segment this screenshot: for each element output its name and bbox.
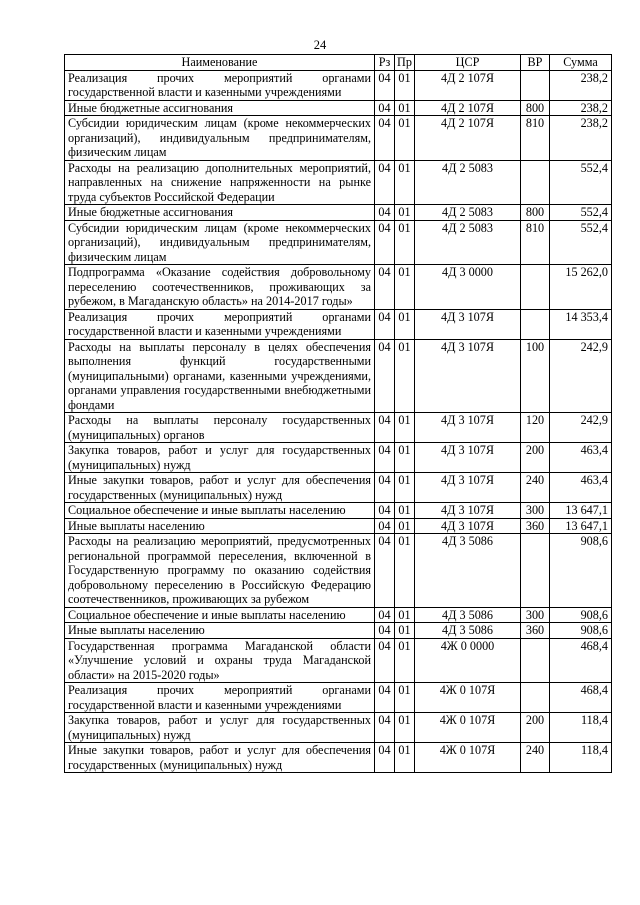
table-row [65,220,612,265]
cell-csr: 4Д 2 5083 [415,205,521,221]
cell-name: Иные закупки товаров, работ и услуг для обеспечения государственных (муниципальных) нужд [65,473,375,503]
cell-rz: 04 [375,265,395,310]
cell-name: Иные бюджетные ассигнования [65,205,375,221]
table-row [65,534,612,608]
cell-vr: 200 [521,713,550,743]
header-csr: ЦСР [415,55,521,71]
cell-name: Реализация прочих мероприятий органами государственной власти и казенными учреждениями [65,70,375,100]
cell-rz: 04 [375,100,395,116]
cell-name: Иные выплаты населению [65,623,375,639]
cell-rz: 04 [375,518,395,534]
cell-pr: 01 [395,473,415,503]
cell-name: Иные бюджетные ассигнования [65,100,375,116]
cell-vr: 240 [521,743,550,773]
cell-sum: 13 647,1 [550,518,612,534]
cell-vr: 360 [521,623,550,639]
cell-csr: 4Д 3 107Я [415,443,521,473]
cell-pr: 01 [395,339,415,413]
cell-vr: 200 [521,443,550,473]
cell-sum: 15 262,0 [550,265,612,310]
cell-vr: 360 [521,518,550,534]
cell-name: Расходы на выплаты персоналу государственных (муниципальных) органов [65,413,375,443]
cell-vr: 240 [521,473,550,503]
table-row [65,503,612,519]
cell-name: Субсидии юридическим лицам (кроме некоммерческих организаций), индивидуальным предпринимателям, физическим лицам [65,220,375,265]
table-row [65,100,612,116]
table-row [65,205,612,221]
cell-pr: 01 [395,743,415,773]
cell-csr: 4Ж 0 0000 [415,638,521,683]
cell-pr: 01 [395,116,415,161]
cell-rz: 04 [375,443,395,473]
table-row [65,607,612,623]
cell-csr: 4Д 2 5083 [415,220,521,265]
cell-name: Социальное обеспечение и иные выплаты населению [65,503,375,519]
table-row [65,623,612,639]
table-row [65,265,612,310]
cell-vr: 100 [521,339,550,413]
cell-pr: 01 [395,623,415,639]
cell-sum: 908,6 [550,607,612,623]
cell-pr: 01 [395,220,415,265]
table-row [65,638,612,683]
cell-rz: 04 [375,683,395,713]
header-vr: ВР [521,55,550,71]
cell-csr: 4Д 2 107Я [415,116,521,161]
cell-vr [521,683,550,713]
cell-vr: 810 [521,220,550,265]
header-sum: Сумма [550,55,612,71]
cell-sum: 14 353,4 [550,309,612,339]
table-row [65,683,612,713]
cell-csr: 4Ж 0 107Я [415,713,521,743]
cell-rz: 04 [375,473,395,503]
cell-pr: 01 [395,683,415,713]
cell-name: Социальное обеспечение и иные выплаты населению [65,607,375,623]
table-row [65,116,612,161]
cell-sum: 468,4 [550,683,612,713]
page-number: 24 [313,38,327,52]
header-rz: Рз [375,55,395,71]
cell-rz: 04 [375,220,395,265]
cell-sum: 463,4 [550,443,612,473]
cell-pr: 01 [395,413,415,443]
cell-csr: 4Д 2 107Я [415,100,521,116]
cell-vr: 300 [521,503,550,519]
cell-rz: 04 [375,339,395,413]
cell-sum: 238,2 [550,70,612,100]
cell-csr: 4Д 2 5083 [415,160,521,205]
cell-sum: 468,4 [550,638,612,683]
cell-csr: 4Д 3 107Я [415,339,521,413]
cell-rz: 04 [375,503,395,519]
budget-table [64,54,612,773]
table-row [65,743,612,773]
cell-vr [521,638,550,683]
table-body [65,70,612,773]
header-name: Наименование [65,55,375,71]
table-row [65,70,612,100]
cell-pr: 01 [395,160,415,205]
cell-pr: 01 [395,607,415,623]
cell-pr: 01 [395,518,415,534]
cell-vr: 810 [521,116,550,161]
cell-sum: 242,9 [550,339,612,413]
cell-vr [521,309,550,339]
cell-vr [521,265,550,310]
cell-vr [521,70,550,100]
cell-sum: 13 647,1 [550,503,612,519]
cell-rz: 04 [375,413,395,443]
cell-csr: 4Ж 0 107Я [415,683,521,713]
cell-sum: 118,4 [550,743,612,773]
cell-sum: 908,6 [550,623,612,639]
cell-csr: 4Ж 0 107Я [415,743,521,773]
cell-sum: 552,4 [550,160,612,205]
cell-rz: 04 [375,743,395,773]
cell-pr: 01 [395,534,415,608]
cell-name: Государственная программа Магаданской области «Улучшение условий и охраны труда Магаданской области» на 2015-2020 годы» [65,638,375,683]
cell-pr: 01 [395,443,415,473]
cell-rz: 04 [375,623,395,639]
cell-sum: 552,4 [550,205,612,221]
cell-rz: 04 [375,205,395,221]
cell-rz: 04 [375,638,395,683]
cell-vr [521,160,550,205]
cell-rz: 04 [375,70,395,100]
cell-rz: 04 [375,309,395,339]
cell-name: Иные закупки товаров, работ и услуг для обеспечения государственных (муниципальных) нужд [65,743,375,773]
cell-csr: 4Д 3 107Я [415,503,521,519]
cell-name: Реализация прочих мероприятий органами государственной власти и казенными учреждениями [65,683,375,713]
table-row [65,160,612,205]
cell-vr [521,534,550,608]
cell-sum: 118,4 [550,713,612,743]
cell-pr: 01 [395,205,415,221]
cell-name: Закупка товаров, работ и услуг для государственных (муниципальных) нужд [65,713,375,743]
cell-sum: 463,4 [550,473,612,503]
cell-name: Субсидии юридическим лицам (кроме некоммерческих организаций), индивидуальным предпринимателям, физическим лицам [65,116,375,161]
cell-csr: 4Д 3 5086 [415,623,521,639]
cell-rz: 04 [375,116,395,161]
cell-pr: 01 [395,503,415,519]
cell-sum: 908,6 [550,534,612,608]
cell-csr: 4Д 2 107Я [415,70,521,100]
cell-name: Иные выплаты населению [65,518,375,534]
table-row [65,339,612,413]
cell-name: Закупка товаров, работ и услуг для государственных (муниципальных) нужд [65,443,375,473]
cell-csr: 4Д 3 5086 [415,607,521,623]
cell-csr: 4Д 3 107Я [415,413,521,443]
cell-pr: 01 [395,638,415,683]
table-row [65,518,612,534]
table-row [65,309,612,339]
cell-sum: 238,2 [550,100,612,116]
cell-pr: 01 [395,265,415,310]
table-row [65,473,612,503]
cell-pr: 01 [395,70,415,100]
cell-csr: 4Д 3 107Я [415,309,521,339]
cell-csr: 4Д 3 5086 [415,534,521,608]
cell-rz: 04 [375,534,395,608]
cell-sum: 238,2 [550,116,612,161]
cell-vr: 800 [521,100,550,116]
cell-vr: 800 [521,205,550,221]
cell-csr: 4Д 3 107Я [415,518,521,534]
cell-sum: 552,4 [550,220,612,265]
header-pr: Пр [395,55,415,71]
cell-name: Реализация прочих мероприятий органами государственной власти и казенными учреждениями [65,309,375,339]
cell-csr: 4Д 3 107Я [415,473,521,503]
cell-rz: 04 [375,607,395,623]
cell-name: Расходы на реализацию мероприятий, предусмотренных региональной программой переселения, включенной в Государственную программу по оказанию содействия добровольному переселению в Российскую Федерацию соотечественников, проживающих за рубежом [65,534,375,608]
cell-name: Подпрограмма «Оказание содействия добровольному переселению соотечественников, проживающих за рубежом, в Магаданскую область» на 2014-2017 годы» [65,265,375,310]
cell-csr: 4Д 3 0000 [415,265,521,310]
cell-pr: 01 [395,100,415,116]
cell-vr: 120 [521,413,550,443]
table-row [65,443,612,473]
table-row [65,413,612,443]
cell-name: Расходы на реализацию дополнительных мероприятий, направленных на снижение напряженности на рынке труда субъектов Российской Федерации [65,160,375,205]
cell-pr: 01 [395,309,415,339]
cell-sum: 242,9 [550,413,612,443]
table-header-row [65,55,612,71]
cell-rz: 04 [375,713,395,743]
cell-name: Расходы на выплаты персоналу в целях обеспечения выполнения функций государственными (муниципальными) органами, казенными учреждениями, органами управления государственными внебюджетными фондами [65,339,375,413]
cell-rz: 04 [375,160,395,205]
table-row [65,713,612,743]
cell-pr: 01 [395,713,415,743]
cell-vr: 300 [521,607,550,623]
